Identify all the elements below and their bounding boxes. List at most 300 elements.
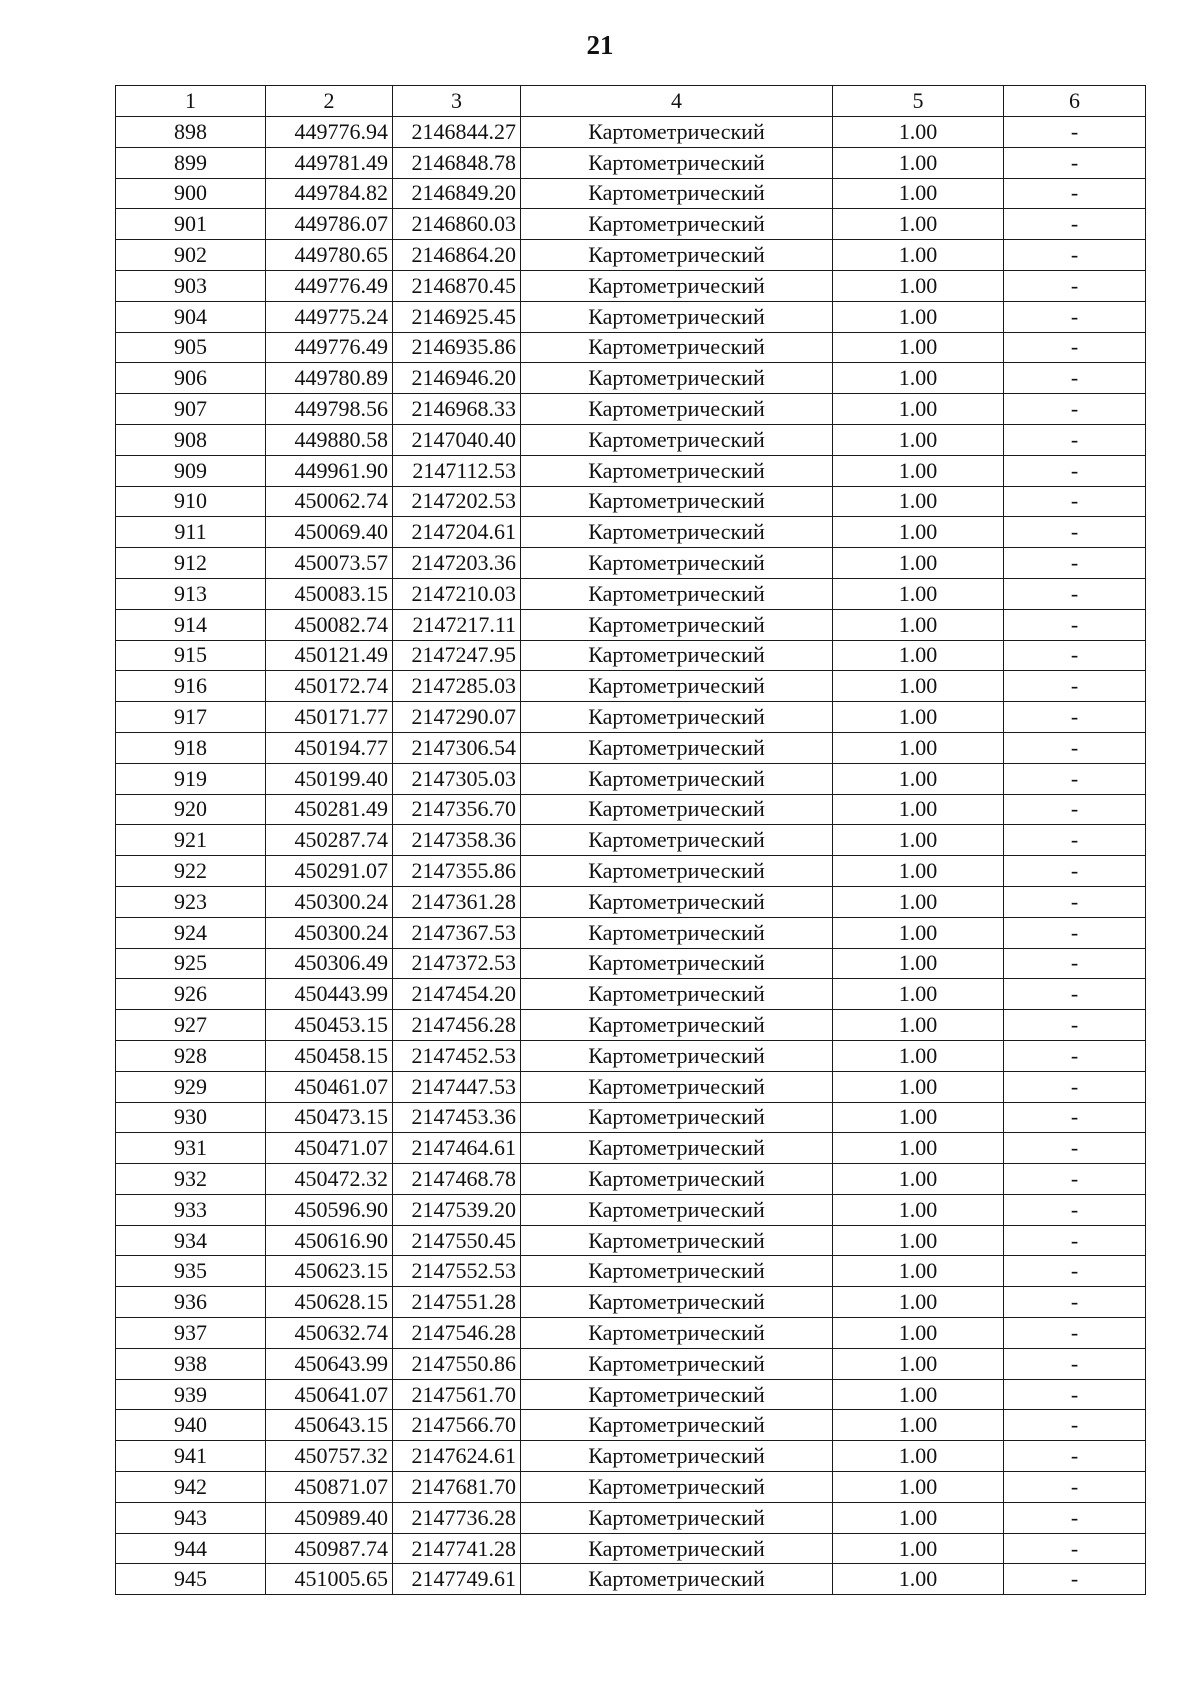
x-coordinate-cell: 450443.99: [266, 979, 393, 1010]
table-row: [116, 517, 1146, 548]
accuracy-cell: 1.00: [833, 1164, 1004, 1195]
description-cell: -: [1004, 1441, 1146, 1472]
description-cell: -: [1004, 886, 1146, 917]
table-row: [116, 979, 1146, 1010]
description-cell: -: [1004, 856, 1146, 887]
point-number-cell: 910: [116, 486, 266, 517]
method-cell: Картометрический: [521, 1379, 833, 1410]
table-row: [116, 455, 1146, 486]
description-cell: -: [1004, 1318, 1146, 1349]
y-coordinate-cell: 2146935.86: [393, 332, 521, 363]
method-cell: Картометрический: [521, 363, 833, 394]
accuracy-cell: 1.00: [833, 732, 1004, 763]
accuracy-cell: 1.00: [833, 270, 1004, 301]
y-coordinate-cell: 2146849.20: [393, 178, 521, 209]
accuracy-cell: 1.00: [833, 1379, 1004, 1410]
point-number-cell: 939: [116, 1379, 266, 1410]
description-cell: -: [1004, 147, 1146, 178]
y-coordinate-cell: 2147550.86: [393, 1348, 521, 1379]
point-number-cell: 923: [116, 886, 266, 917]
description-cell: -: [1004, 486, 1146, 517]
description-cell: -: [1004, 1472, 1146, 1503]
point-number-cell: 937: [116, 1318, 266, 1349]
description-cell: -: [1004, 363, 1146, 394]
method-cell: Картометрический: [521, 1010, 833, 1041]
table-row: [116, 640, 1146, 671]
method-cell: Картометрический: [521, 886, 833, 917]
y-coordinate-cell: 2147358.36: [393, 825, 521, 856]
accuracy-cell: 1.00: [833, 609, 1004, 640]
table-row: [116, 948, 1146, 979]
accuracy-cell: 1.00: [833, 517, 1004, 548]
accuracy-cell: 1.00: [833, 1194, 1004, 1225]
point-number-cell: 941: [116, 1441, 266, 1472]
point-number-cell: 918: [116, 732, 266, 763]
table-row: [116, 1040, 1146, 1071]
description-cell: -: [1004, 1564, 1146, 1595]
table-row: [116, 240, 1146, 271]
method-cell: Картометрический: [521, 486, 833, 517]
y-coordinate-cell: 2147454.20: [393, 979, 521, 1010]
y-coordinate-cell: 2147468.78: [393, 1164, 521, 1195]
x-coordinate-cell: 449780.89: [266, 363, 393, 394]
column-header-3: 3: [393, 86, 521, 117]
point-number-cell: 906: [116, 363, 266, 394]
y-coordinate-cell: 2147217.11: [393, 609, 521, 640]
y-coordinate-cell: 2147566.70: [393, 1410, 521, 1441]
method-cell: Картометрический: [521, 301, 833, 332]
point-number-cell: 899: [116, 147, 266, 178]
y-coordinate-cell: 2147290.07: [393, 702, 521, 733]
point-number-cell: 905: [116, 332, 266, 363]
accuracy-cell: 1.00: [833, 1133, 1004, 1164]
point-number-cell: 933: [116, 1194, 266, 1225]
column-header-2: 2: [266, 86, 393, 117]
x-coordinate-cell: 450083.15: [266, 578, 393, 609]
description-cell: -: [1004, 1164, 1146, 1195]
description-cell: -: [1004, 117, 1146, 148]
y-coordinate-cell: 2147356.70: [393, 794, 521, 825]
method-cell: Картометрический: [521, 671, 833, 702]
description-cell: -: [1004, 1010, 1146, 1041]
x-coordinate-cell: 450623.15: [266, 1256, 393, 1287]
x-coordinate-cell: 449776.49: [266, 332, 393, 363]
table-row: [116, 671, 1146, 702]
table-row: [116, 117, 1146, 148]
y-coordinate-cell: 2147447.53: [393, 1071, 521, 1102]
accuracy-cell: 1.00: [833, 794, 1004, 825]
description-cell: -: [1004, 394, 1146, 425]
y-coordinate-cell: 2147456.28: [393, 1010, 521, 1041]
point-number-cell: 913: [116, 578, 266, 609]
description-cell: -: [1004, 917, 1146, 948]
description-cell: -: [1004, 1502, 1146, 1533]
table-row: [116, 394, 1146, 425]
point-number-cell: 945: [116, 1564, 266, 1595]
method-cell: Картометрический: [521, 825, 833, 856]
point-number-cell: 920: [116, 794, 266, 825]
method-cell: Картометрический: [521, 455, 833, 486]
description-cell: -: [1004, 763, 1146, 794]
y-coordinate-cell: 2147285.03: [393, 671, 521, 702]
point-number-cell: 943: [116, 1502, 266, 1533]
point-number-cell: 944: [116, 1533, 266, 1564]
accuracy-cell: 1.00: [833, 363, 1004, 394]
x-coordinate-cell: 450281.49: [266, 794, 393, 825]
y-coordinate-cell: 2146925.45: [393, 301, 521, 332]
accuracy-cell: 1.00: [833, 1256, 1004, 1287]
point-number-cell: 909: [116, 455, 266, 486]
method-cell: Картометрический: [521, 178, 833, 209]
accuracy-cell: 1.00: [833, 1102, 1004, 1133]
description-cell: -: [1004, 1379, 1146, 1410]
x-coordinate-cell: 449781.49: [266, 147, 393, 178]
y-coordinate-cell: 2147749.61: [393, 1564, 521, 1595]
x-coordinate-cell: 450628.15: [266, 1287, 393, 1318]
description-cell: -: [1004, 455, 1146, 486]
accuracy-cell: 1.00: [833, 486, 1004, 517]
point-number-cell: 908: [116, 424, 266, 455]
description-cell: -: [1004, 1225, 1146, 1256]
table-row: [116, 1010, 1146, 1041]
point-number-cell: 942: [116, 1472, 266, 1503]
accuracy-cell: 1.00: [833, 578, 1004, 609]
method-cell: Картометрический: [521, 270, 833, 301]
accuracy-cell: 1.00: [833, 455, 1004, 486]
x-coordinate-cell: 449776.94: [266, 117, 393, 148]
method-cell: Картометрический: [521, 424, 833, 455]
accuracy-cell: 1.00: [833, 979, 1004, 1010]
y-coordinate-cell: 2147546.28: [393, 1318, 521, 1349]
method-cell: Картометрический: [521, 1502, 833, 1533]
x-coordinate-cell: 450306.49: [266, 948, 393, 979]
description-cell: -: [1004, 301, 1146, 332]
description-cell: -: [1004, 1102, 1146, 1133]
method-cell: Картометрический: [521, 1225, 833, 1256]
table-row: [116, 1318, 1146, 1349]
accuracy-cell: 1.00: [833, 1410, 1004, 1441]
accuracy-cell: 1.00: [833, 1564, 1004, 1595]
point-number-cell: 938: [116, 1348, 266, 1379]
method-cell: Картометрический: [521, 948, 833, 979]
description-cell: -: [1004, 640, 1146, 671]
point-number-cell: 919: [116, 763, 266, 794]
point-number-cell: 930: [116, 1102, 266, 1133]
x-coordinate-cell: 450082.74: [266, 609, 393, 640]
accuracy-cell: 1.00: [833, 394, 1004, 425]
x-coordinate-cell: 450194.77: [266, 732, 393, 763]
method-cell: Картометрический: [521, 1441, 833, 1472]
x-coordinate-cell: 449786.07: [266, 209, 393, 240]
point-number-cell: 911: [116, 517, 266, 548]
table-row: [116, 1502, 1146, 1533]
description-cell: -: [1004, 270, 1146, 301]
accuracy-cell: 1.00: [833, 640, 1004, 671]
accuracy-cell: 1.00: [833, 301, 1004, 332]
y-coordinate-cell: 2147040.40: [393, 424, 521, 455]
accuracy-cell: 1.00: [833, 886, 1004, 917]
y-coordinate-cell: 2147561.70: [393, 1379, 521, 1410]
table-row: [116, 856, 1146, 887]
accuracy-cell: 1.00: [833, 763, 1004, 794]
method-cell: Картометрический: [521, 702, 833, 733]
y-coordinate-cell: 2147736.28: [393, 1502, 521, 1533]
column-header-4: 4: [521, 86, 833, 117]
table-row: [116, 548, 1146, 579]
accuracy-cell: 1.00: [833, 1040, 1004, 1071]
description-cell: -: [1004, 517, 1146, 548]
description-cell: -: [1004, 578, 1146, 609]
x-coordinate-cell: 450069.40: [266, 517, 393, 548]
table-row: [116, 1225, 1146, 1256]
x-coordinate-cell: 450062.74: [266, 486, 393, 517]
table-row: [116, 1102, 1146, 1133]
method-cell: Картометрический: [521, 763, 833, 794]
accuracy-cell: 1.00: [833, 424, 1004, 455]
description-cell: -: [1004, 732, 1146, 763]
y-coordinate-cell: 2147306.54: [393, 732, 521, 763]
accuracy-cell: 1.00: [833, 917, 1004, 948]
table-row: [116, 1533, 1146, 1564]
table-row: [116, 209, 1146, 240]
method-cell: Картометрический: [521, 117, 833, 148]
point-number-cell: 936: [116, 1287, 266, 1318]
x-coordinate-cell: 450453.15: [266, 1010, 393, 1041]
point-number-cell: 921: [116, 825, 266, 856]
method-cell: Картометрический: [521, 147, 833, 178]
accuracy-cell: 1.00: [833, 332, 1004, 363]
point-number-cell: 927: [116, 1010, 266, 1041]
point-number-cell: 925: [116, 948, 266, 979]
y-coordinate-cell: 2147624.61: [393, 1441, 521, 1472]
table-row: [116, 1379, 1146, 1410]
y-coordinate-cell: 2146848.78: [393, 147, 521, 178]
method-cell: Картометрический: [521, 1256, 833, 1287]
x-coordinate-cell: 450987.74: [266, 1533, 393, 1564]
point-number-cell: 907: [116, 394, 266, 425]
description-cell: -: [1004, 178, 1146, 209]
y-coordinate-cell: 2147452.53: [393, 1040, 521, 1071]
x-coordinate-cell: 450643.15: [266, 1410, 393, 1441]
description-cell: -: [1004, 948, 1146, 979]
accuracy-cell: 1.00: [833, 1348, 1004, 1379]
y-coordinate-cell: 2147552.53: [393, 1256, 521, 1287]
method-cell: Картометрический: [521, 578, 833, 609]
table-row: [116, 1287, 1146, 1318]
x-coordinate-cell: 450461.07: [266, 1071, 393, 1102]
table-header: [116, 86, 1146, 117]
table-row: [116, 1256, 1146, 1287]
x-coordinate-cell: 450073.57: [266, 548, 393, 579]
y-coordinate-cell: 2147372.53: [393, 948, 521, 979]
method-cell: Картометрический: [521, 332, 833, 363]
y-coordinate-cell: 2147247.95: [393, 640, 521, 671]
accuracy-cell: 1.00: [833, 948, 1004, 979]
x-coordinate-cell: 450757.32: [266, 1441, 393, 1472]
accuracy-cell: 1.00: [833, 702, 1004, 733]
x-coordinate-cell: 450287.74: [266, 825, 393, 856]
table-row: [116, 578, 1146, 609]
point-number-cell: 912: [116, 548, 266, 579]
table-row: [116, 1348, 1146, 1379]
method-cell: Картометрический: [521, 1287, 833, 1318]
y-coordinate-cell: 2147355.86: [393, 856, 521, 887]
table-row: [116, 1441, 1146, 1472]
y-coordinate-cell: 2147681.70: [393, 1472, 521, 1503]
y-coordinate-cell: 2147551.28: [393, 1287, 521, 1318]
x-coordinate-cell: 450871.07: [266, 1472, 393, 1503]
accuracy-cell: 1.00: [833, 117, 1004, 148]
description-cell: -: [1004, 794, 1146, 825]
point-number-cell: 914: [116, 609, 266, 640]
point-number-cell: 926: [116, 979, 266, 1010]
y-coordinate-cell: 2147204.61: [393, 517, 521, 548]
method-cell: Картометрический: [521, 1071, 833, 1102]
x-coordinate-cell: 450632.74: [266, 1318, 393, 1349]
y-coordinate-cell: 2147112.53: [393, 455, 521, 486]
description-cell: -: [1004, 1194, 1146, 1225]
point-number-cell: 935: [116, 1256, 266, 1287]
y-coordinate-cell: 2147741.28: [393, 1533, 521, 1564]
point-number-cell: 898: [116, 117, 266, 148]
x-coordinate-cell: 449776.49: [266, 270, 393, 301]
x-coordinate-cell: 450641.07: [266, 1379, 393, 1410]
y-coordinate-cell: 2147305.03: [393, 763, 521, 794]
description-cell: -: [1004, 979, 1146, 1010]
method-cell: Картометрический: [521, 209, 833, 240]
accuracy-cell: 1.00: [833, 548, 1004, 579]
description-cell: -: [1004, 1348, 1146, 1379]
accuracy-cell: 1.00: [833, 1318, 1004, 1349]
accuracy-cell: 1.00: [833, 178, 1004, 209]
x-coordinate-cell: 450291.07: [266, 856, 393, 887]
x-coordinate-cell: 450989.40: [266, 1502, 393, 1533]
x-coordinate-cell: 451005.65: [266, 1564, 393, 1595]
column-header-5: 5: [833, 86, 1004, 117]
point-number-cell: 900: [116, 178, 266, 209]
table-row: [116, 332, 1146, 363]
description-cell: -: [1004, 671, 1146, 702]
y-coordinate-cell: 2147203.36: [393, 548, 521, 579]
y-coordinate-cell: 2146844.27: [393, 117, 521, 148]
point-number-cell: 903: [116, 270, 266, 301]
accuracy-cell: 1.00: [833, 1533, 1004, 1564]
method-cell: Картометрический: [521, 1164, 833, 1195]
y-coordinate-cell: 2147464.61: [393, 1133, 521, 1164]
description-cell: -: [1004, 609, 1146, 640]
description-cell: -: [1004, 1410, 1146, 1441]
accuracy-cell: 1.00: [833, 1287, 1004, 1318]
x-coordinate-cell: 450616.90: [266, 1225, 393, 1256]
y-coordinate-cell: 2147210.03: [393, 578, 521, 609]
table-row: [116, 1164, 1146, 1195]
x-coordinate-cell: 450171.77: [266, 702, 393, 733]
x-coordinate-cell: 450471.07: [266, 1133, 393, 1164]
description-cell: -: [1004, 548, 1146, 579]
table-row: [116, 702, 1146, 733]
accuracy-cell: 1.00: [833, 1071, 1004, 1102]
column-header-6: 6: [1004, 86, 1146, 117]
method-cell: Картометрический: [521, 1348, 833, 1379]
accuracy-cell: 1.00: [833, 1010, 1004, 1041]
x-coordinate-cell: 450172.74: [266, 671, 393, 702]
point-number-cell: 904: [116, 301, 266, 332]
table-row: [116, 1133, 1146, 1164]
accuracy-cell: 1.00: [833, 825, 1004, 856]
table-row: [116, 794, 1146, 825]
x-coordinate-cell: 450300.24: [266, 917, 393, 948]
description-cell: -: [1004, 332, 1146, 363]
y-coordinate-cell: 2146860.03: [393, 209, 521, 240]
description-cell: -: [1004, 1287, 1146, 1318]
method-cell: Картометрический: [521, 1472, 833, 1503]
coordinates-table: [115, 85, 1146, 1595]
method-cell: Картометрический: [521, 1040, 833, 1071]
y-coordinate-cell: 2147550.45: [393, 1225, 521, 1256]
x-coordinate-cell: 449775.24: [266, 301, 393, 332]
table-row: [116, 1472, 1146, 1503]
x-coordinate-cell: 449784.82: [266, 178, 393, 209]
description-cell: -: [1004, 825, 1146, 856]
method-cell: Картометрический: [521, 1564, 833, 1595]
method-cell: Картометрический: [521, 856, 833, 887]
accuracy-cell: 1.00: [833, 671, 1004, 702]
description-cell: -: [1004, 424, 1146, 455]
table-row: [116, 147, 1146, 178]
table-row: [116, 363, 1146, 394]
description-cell: -: [1004, 1256, 1146, 1287]
point-number-cell: 917: [116, 702, 266, 733]
accuracy-cell: 1.00: [833, 209, 1004, 240]
method-cell: Картометрический: [521, 1194, 833, 1225]
point-number-cell: 924: [116, 917, 266, 948]
method-cell: Картометрический: [521, 1410, 833, 1441]
table-row: [116, 609, 1146, 640]
description-cell: -: [1004, 1040, 1146, 1071]
x-coordinate-cell: 449961.90: [266, 455, 393, 486]
x-coordinate-cell: 450473.15: [266, 1102, 393, 1133]
description-cell: -: [1004, 1533, 1146, 1564]
table-row: [116, 486, 1146, 517]
y-coordinate-cell: 2146870.45: [393, 270, 521, 301]
table-row: [116, 1410, 1146, 1441]
x-coordinate-cell: 449798.56: [266, 394, 393, 425]
method-cell: Картометрический: [521, 240, 833, 271]
accuracy-cell: 1.00: [833, 240, 1004, 271]
table-row: [116, 886, 1146, 917]
x-coordinate-cell: 449880.58: [266, 424, 393, 455]
description-cell: -: [1004, 1071, 1146, 1102]
table-row: [116, 825, 1146, 856]
table-row: [116, 178, 1146, 209]
point-number-cell: 940: [116, 1410, 266, 1441]
x-coordinate-cell: 450199.40: [266, 763, 393, 794]
table-row: [116, 1564, 1146, 1595]
y-coordinate-cell: 2146946.20: [393, 363, 521, 394]
point-number-cell: 915: [116, 640, 266, 671]
point-number-cell: 932: [116, 1164, 266, 1195]
method-cell: Картометрический: [521, 548, 833, 579]
description-cell: -: [1004, 209, 1146, 240]
x-coordinate-cell: 450643.99: [266, 1348, 393, 1379]
table-row: [116, 1071, 1146, 1102]
y-coordinate-cell: 2146968.33: [393, 394, 521, 425]
method-cell: Картометрический: [521, 979, 833, 1010]
x-coordinate-cell: 450121.49: [266, 640, 393, 671]
method-cell: Картометрический: [521, 917, 833, 948]
method-cell: Картометрический: [521, 1133, 833, 1164]
x-coordinate-cell: 450300.24: [266, 886, 393, 917]
